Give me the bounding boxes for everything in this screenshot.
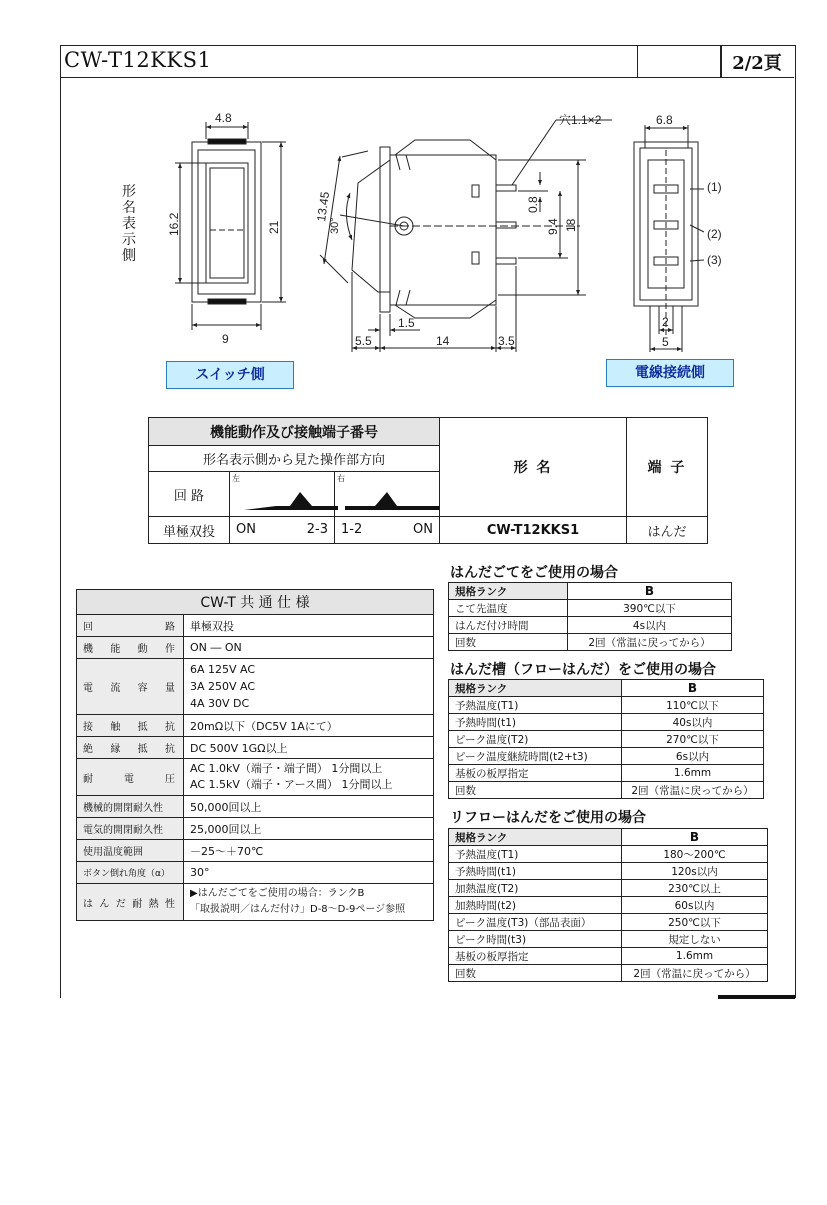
terminal-label: (1): [707, 180, 722, 194]
spec-key: ボタン倒れ角度（α）: [77, 862, 184, 884]
cond-value: 270℃以下: [622, 731, 764, 748]
spec-value: [184, 759, 434, 796]
dim-label: 30°: [329, 217, 341, 234]
cond-key: 予熱温度(T1): [449, 697, 622, 714]
spec-value: －25～＋70℃: [184, 840, 434, 862]
rank-header: 規格ランク: [449, 583, 568, 600]
cond-key: 回数: [449, 634, 568, 651]
switch-side-label: スイッチ側: [166, 361, 294, 389]
cond-value: 1.6mm: [622, 948, 768, 965]
cond-key: 基板の板厚指定: [449, 948, 622, 965]
spec-value: [184, 659, 434, 715]
spec-key: 使用温度範囲: [77, 840, 184, 862]
cond-value: 120s以内: [622, 863, 768, 880]
cond-value: 1.6mm: [622, 765, 764, 782]
cond-key: ピーク時間(t3): [449, 931, 622, 948]
spec-key: 電流容量: [77, 659, 184, 715]
circuit-label: 回 路: [149, 472, 230, 517]
dim-label: 18: [564, 218, 578, 232]
spec-table: [76, 589, 434, 921]
cond-value: 6s以内: [622, 748, 764, 765]
left-mark: 左: [232, 474, 240, 483]
model-value: CW-T12KKS1: [440, 517, 627, 544]
dim-label: 6.8: [656, 113, 673, 127]
left-terminals: 2-3: [306, 522, 328, 537]
circuit-value: 単極双投: [149, 517, 230, 544]
cond-key: 回数: [449, 782, 622, 799]
spec-value-line: 6A 125V AC: [190, 663, 256, 676]
cond-value: 2回（常温に戻ってから）: [568, 634, 732, 651]
iron-title: はんだごてをご使用の場合: [450, 565, 618, 581]
left-toggle-diagram: [230, 472, 335, 516]
dim-label: 16.2: [167, 212, 181, 236]
cond-key: ピーク温度継続時間(t2+t3): [449, 748, 622, 765]
rank-header: 規格ランク: [449, 680, 622, 697]
reflow-table: [448, 828, 768, 982]
dim-label: 14: [436, 334, 450, 348]
toggle-right-icon: [343, 484, 443, 514]
dim-label: 9.4: [546, 218, 560, 235]
spec-value-line: ▶はんだごてをご使用の場合：ランクB: [190, 888, 365, 899]
left-state: ON: [236, 522, 256, 537]
cond-value: 110℃以下: [622, 697, 764, 714]
wire-side-label: 電線接続側: [606, 359, 734, 387]
rank-header: 規格ランク: [449, 829, 622, 846]
display-side-label: 形名表示側: [122, 184, 136, 264]
dim-label: 3.5: [498, 334, 515, 348]
terminal-value: はんだ: [627, 517, 708, 544]
cond-value: 2回（常温に戻ってから）: [622, 782, 764, 799]
cond-value: 40s以内: [622, 714, 764, 731]
cond-value: 規定しない: [622, 931, 768, 948]
cond-key: ピーク温度(T2): [449, 731, 622, 748]
spec-key: 回路: [77, 615, 184, 637]
spec-value-line: 「取扱説明／はんだ付け」D-8～D-9ページ参照: [190, 904, 406, 915]
cond-key: 予熱温度(T1): [449, 846, 622, 863]
spec-key: 接触抵抗: [77, 715, 184, 737]
reflow-title: リフローはんだをご使用の場合: [450, 810, 646, 826]
dim-label: 2: [662, 315, 669, 329]
right-state: ON: [413, 522, 433, 537]
page-number: 2/2頁: [732, 53, 782, 74]
cond-key: 予熱時間(t1): [449, 714, 622, 731]
terminal-label: (3): [707, 253, 722, 267]
cond-key: こて先温度: [449, 600, 568, 617]
right-terminals: 1-2: [341, 522, 363, 537]
model-title: CW-T12KKS1: [64, 48, 212, 72]
cond-value: 4s以内: [568, 617, 732, 634]
model-header: 形 名: [440, 418, 627, 517]
spec-key: 機械的開閉耐久性: [77, 796, 184, 818]
rank-value: B: [622, 829, 768, 846]
cond-value: 250℃以下: [622, 914, 768, 931]
spec-title: CW-T 共 通 仕 様: [77, 590, 434, 615]
side-view: [320, 120, 612, 352]
rank-value: B: [622, 680, 764, 697]
cond-key: 回数: [449, 965, 622, 982]
dim-label: 9: [222, 332, 229, 346]
spec-value-line: 3A 250V AC: [190, 680, 256, 693]
dim-label: 1.5: [398, 316, 415, 330]
flow-title: はんだ槽（フローはんだ）をご使用の場合: [450, 662, 716, 678]
dim-label: 21: [267, 220, 281, 234]
spec-value: 20mΩ以下（DC5V 1Aにて）: [184, 715, 434, 737]
spec-value-line: AC 1.0kV（端子・端子間） 1分間以上: [190, 762, 383, 775]
terminal-label: (2): [707, 227, 722, 241]
cond-value: 180～200℃: [622, 846, 768, 863]
dim-label: 13.45: [314, 190, 333, 223]
dim-label: 穴1.1×2: [559, 113, 602, 127]
cond-value: 230℃以上: [622, 880, 768, 897]
cond-key: 予熱時間(t1): [449, 863, 622, 880]
dim-label: 4.8: [215, 111, 232, 125]
toggle-left-icon: [242, 484, 342, 514]
cond-key: はんだ付け時間: [449, 617, 568, 634]
spec-key: 絶縁抵抗: [77, 737, 184, 759]
function-table: [148, 417, 708, 544]
rear-view: [634, 125, 704, 352]
cond-key: 基板の板厚指定: [449, 765, 622, 782]
cond-value: 60s以内: [622, 897, 768, 914]
spec-value: 30°: [184, 862, 434, 884]
spec-key: 耐電圧: [77, 759, 184, 796]
cond-value: 2回（常温に戻ってから）: [622, 965, 768, 982]
cond-key: 加熱温度(T2): [449, 880, 622, 897]
cond-value: 390℃以下: [568, 600, 732, 617]
spec-value-line: 4A 30V DC: [190, 697, 250, 710]
cond-key: 加熱時間(t2): [449, 897, 622, 914]
right-toggle-diagram: [335, 472, 439, 516]
right-mark: 右: [337, 474, 345, 483]
spec-value: 25,000回以上: [184, 818, 434, 840]
spec-value: [184, 884, 434, 921]
function-table-subtitle: 形名表示側から見た操作部方向: [149, 446, 440, 472]
function-table-title: 機能動作及び接触端子番号: [149, 418, 440, 446]
rank-value: B: [568, 583, 732, 600]
spec-value: ON ― ON: [184, 637, 434, 659]
bottom-bar: [718, 995, 795, 999]
spec-key: 電気的開閉耐久性: [77, 818, 184, 840]
spec-value: 50,000回以上: [184, 796, 434, 818]
spec-value-line: AC 1.5kV（端子・アース間） 1分間以上: [190, 778, 393, 791]
spec-key: 機能動作: [77, 637, 184, 659]
terminal-header: 端 子: [627, 418, 708, 517]
spec-value: DC 500V 1GΩ以上: [184, 737, 434, 759]
dim-label: 5.5: [355, 334, 372, 348]
flow-table: [448, 679, 764, 799]
spec-value: 単極双投: [184, 615, 434, 637]
cond-key: ピーク温度(T3)（部品表面）: [449, 914, 622, 931]
dim-label: 0.8: [526, 196, 540, 213]
spec-key: はんだ耐熱性: [77, 884, 184, 921]
iron-table: [448, 582, 732, 651]
dim-label: 5: [662, 335, 669, 349]
